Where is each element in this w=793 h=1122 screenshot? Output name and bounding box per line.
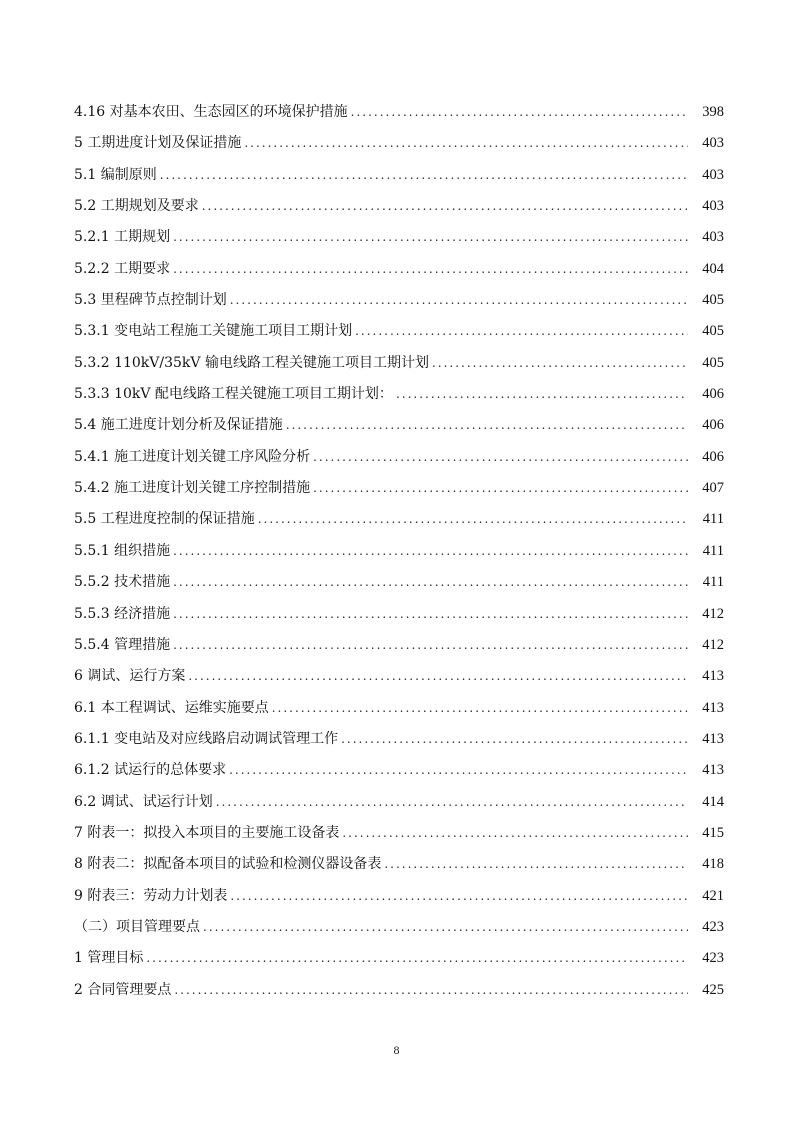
toc-entry[interactable] xyxy=(74,787,724,818)
toc-entry-title: 6.1.1 变电站及对应线路启动调试管理工作 xyxy=(74,730,339,747)
toc-entry[interactable] xyxy=(74,316,724,347)
toc-entry-title: 5.5 工程进度控制的保证措施 xyxy=(74,511,255,528)
toc-entry-title: 5.3 里程碑节点控制计划 xyxy=(74,292,227,309)
toc-entry[interactable] xyxy=(74,755,724,786)
toc-entry-page-number: 414 xyxy=(702,793,724,810)
toc-dot-leader xyxy=(160,160,688,191)
toc-dot-leader xyxy=(244,128,688,159)
toc-entry-page-number: 406 xyxy=(702,448,724,465)
toc-entry[interactable] xyxy=(74,536,724,567)
toc-entry-title: 1 管理目标 xyxy=(74,950,144,967)
toc-dot-leader xyxy=(173,630,688,661)
toc-dot-leader xyxy=(173,222,688,253)
toc-entry[interactable] xyxy=(74,379,724,410)
toc-entry[interactable] xyxy=(74,849,724,880)
toc-entry-page-number: 405 xyxy=(702,354,724,371)
toc-dot-leader xyxy=(230,285,688,316)
toc-dot-leader xyxy=(286,410,688,441)
toc-dot-leader xyxy=(173,536,688,567)
table-of-contents xyxy=(74,97,724,1006)
toc-entry[interactable] xyxy=(74,473,724,504)
toc-entry-page-number: 423 xyxy=(702,918,724,935)
toc-entry-title: 5.1 编制原则 xyxy=(74,166,157,183)
toc-dot-leader xyxy=(174,975,688,1006)
toc-entry-page-number: 413 xyxy=(702,668,724,685)
toc-entry[interactable] xyxy=(74,975,724,1006)
toc-entry-page-number: 421 xyxy=(702,887,724,904)
toc-entry-title: 5.5.2 技术措施 xyxy=(74,574,171,591)
toc-dot-leader xyxy=(384,849,688,880)
toc-entry[interactable] xyxy=(74,943,724,974)
toc-entry-page-number: 406 xyxy=(702,417,724,434)
toc-dot-leader xyxy=(342,818,688,849)
toc-dot-leader xyxy=(173,599,688,630)
toc-entry-title: 5.2.2 工期要求 xyxy=(74,260,171,277)
toc-entry-title: 8 附表二：拟配备本项目的试验和检测仪器设备表 xyxy=(74,856,382,873)
toc-dot-leader xyxy=(202,191,688,222)
toc-entry[interactable] xyxy=(74,724,724,755)
toc-entry-title: 2 合同管理要点 xyxy=(74,981,172,998)
toc-entry[interactable] xyxy=(74,818,724,849)
toc-entry-page-number: 411 xyxy=(702,542,724,559)
toc-dot-leader xyxy=(313,473,688,504)
toc-entry[interactable] xyxy=(74,191,724,222)
toc-entry[interactable] xyxy=(74,254,724,285)
toc-entry-title: 4.16 对基本农田、生态园区的环境保护措施 xyxy=(74,104,348,120)
toc-entry[interactable] xyxy=(74,881,724,912)
toc-entry-page-number: 411 xyxy=(702,511,724,528)
page-number: 8 xyxy=(393,1043,400,1057)
toc-entry-page-number: 405 xyxy=(702,292,724,309)
toc-entry[interactable] xyxy=(74,599,724,630)
toc-entry[interactable] xyxy=(74,160,724,191)
toc-entry-page-number: 403 xyxy=(702,135,724,152)
toc-entry-title: 5.5.1 组织措施 xyxy=(74,542,171,559)
toc-entry-title: 5.5.3 经济措施 xyxy=(74,605,171,622)
toc-entry-title: 5.3.3 10kV 配电线路工程关键施工项目工期计划： xyxy=(74,386,393,403)
toc-dot-leader xyxy=(313,442,688,473)
toc-entry-title: 9 附表三：劳动力计划表 xyxy=(74,887,228,904)
toc-entry-title: 5.4.1 施工进度计划关键工序风险分析 xyxy=(74,448,311,465)
toc-entry-title: 5.5.4 管理措施 xyxy=(74,636,171,653)
toc-entry-title: 5.2 工期规划及要求 xyxy=(74,198,199,215)
toc-entry-page-number: 398 xyxy=(702,104,724,120)
toc-entry[interactable] xyxy=(74,97,724,128)
toc-entry-page-number: 412 xyxy=(702,636,724,653)
toc-entry[interactable] xyxy=(74,630,724,661)
toc-dot-leader xyxy=(216,787,688,818)
toc-entry-title: 5.3.2 110kV/35kV 输电线路工程关键施工项目工期计划 xyxy=(74,354,429,371)
toc-dot-leader xyxy=(258,504,688,535)
toc-entry-page-number: 403 xyxy=(702,198,724,215)
toc-dot-leader xyxy=(230,881,688,912)
toc-entry-page-number: 403 xyxy=(702,229,724,246)
toc-entry-page-number: 425 xyxy=(702,981,724,998)
toc-dot-leader xyxy=(396,379,688,410)
toc-dot-leader xyxy=(229,755,688,786)
toc-entry[interactable] xyxy=(74,661,724,692)
toc-entry-page-number: 418 xyxy=(702,856,724,873)
toc-dot-leader xyxy=(432,348,688,379)
toc-entry-title: 5.3.1 变电站工程施工关键施工项目工期计划 xyxy=(74,323,353,340)
toc-entry-title: 6.1.2 试运行的总体要求 xyxy=(74,762,227,779)
toc-dot-leader xyxy=(203,912,688,943)
toc-entry[interactable] xyxy=(74,285,724,316)
toc-entry-page-number: 413 xyxy=(702,762,724,779)
toc-entry[interactable] xyxy=(74,410,724,441)
toc-entry-title: 7 附表一：拟投入本项目的主要施工设备表 xyxy=(74,824,340,841)
toc-dot-leader xyxy=(146,943,688,974)
toc-entry-title: 6.1 本工程调试、运维实施要点 xyxy=(74,699,269,716)
toc-entry-page-number: 405 xyxy=(702,323,724,340)
toc-entry[interactable] xyxy=(74,693,724,724)
toc-entry-title: （二）项目管理要点 xyxy=(74,918,200,935)
toc-entry-page-number: 406 xyxy=(702,386,724,403)
toc-entry-page-number: 415 xyxy=(702,824,724,841)
toc-entry-title: 6.2 调试、试运行计划 xyxy=(74,793,213,810)
toc-entry[interactable] xyxy=(74,504,724,535)
toc-entry-title: 5 工期进度计划及保证措施 xyxy=(74,135,242,152)
toc-entry-page-number: 407 xyxy=(702,480,724,497)
toc-entry[interactable] xyxy=(74,348,724,379)
toc-entry-title: 5.4.2 施工进度计划关键工序控制措施 xyxy=(74,480,311,497)
toc-dot-leader xyxy=(173,254,688,285)
toc-entry[interactable] xyxy=(74,567,724,598)
toc-dot-leader xyxy=(355,316,688,347)
toc-entry-page-number: 413 xyxy=(702,699,724,716)
toc-entry-page-number: 403 xyxy=(702,166,724,183)
toc-entry-title: 5.4 施工进度计划分析及保证措施 xyxy=(74,417,283,434)
toc-entry-page-number: 411 xyxy=(702,574,724,591)
toc-entry-title: 6 调试、运行方案 xyxy=(74,668,186,685)
toc-entry-page-number: 412 xyxy=(702,605,724,622)
toc-dot-leader xyxy=(173,567,688,598)
toc-entry-page-number: 413 xyxy=(702,730,724,747)
toc-entry[interactable] xyxy=(74,442,724,473)
toc-dot-leader xyxy=(351,97,688,128)
toc-entry[interactable] xyxy=(74,128,724,159)
toc-dot-leader xyxy=(272,693,688,724)
toc-entry-page-number: 404 xyxy=(702,260,724,277)
toc-dot-leader xyxy=(188,661,688,692)
toc-entry[interactable] xyxy=(74,222,724,253)
toc-dot-leader xyxy=(341,724,688,755)
toc-entry-title: 5.2.1 工期规划 xyxy=(74,229,171,246)
toc-entry[interactable] xyxy=(74,912,724,943)
toc-entry-page-number: 423 xyxy=(702,950,724,967)
